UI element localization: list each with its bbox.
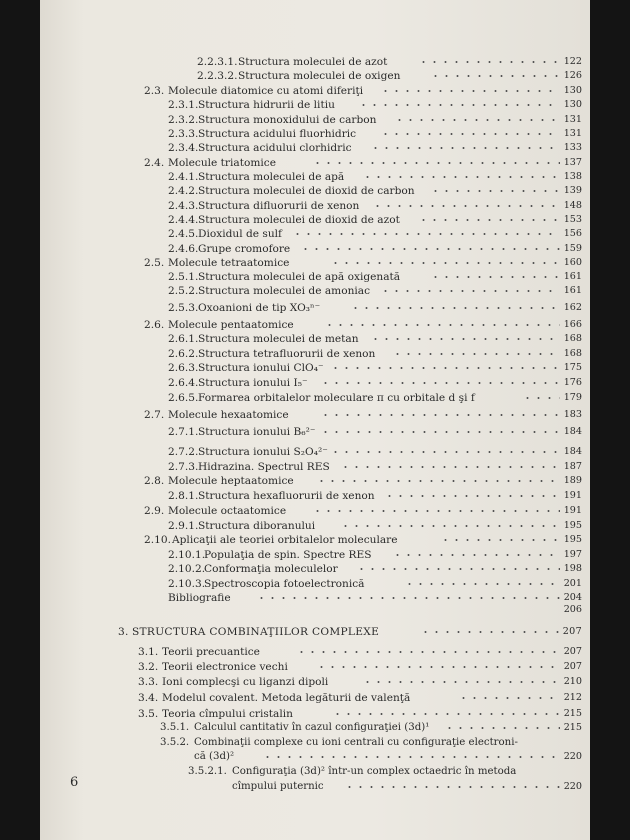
entry-title: Structura moleculei de apă (198, 171, 345, 183)
entry-page: 189 (563, 475, 582, 486)
entry-title: Teorii precuantice (162, 646, 260, 658)
dot-leader (350, 307, 560, 309)
entry-title: Structura hidrurii de litiu (198, 99, 335, 111)
dot-leader (362, 681, 560, 683)
dot-leader (444, 727, 560, 729)
entry-title: Molecule pentaatomice (168, 319, 294, 331)
entry-page: 210 (563, 676, 582, 687)
entry-title: Bibliografie (168, 592, 231, 604)
entry-page: 162 (563, 302, 582, 313)
dot-leader (420, 631, 560, 633)
dot-leader (372, 205, 560, 207)
entry-title: Structura moleculei de amoniac (198, 285, 371, 297)
entry-title: Molecule tetraatomice (168, 257, 290, 269)
entry-number: 3.5.2.1. (188, 766, 227, 777)
entry-page: 207 (562, 626, 582, 637)
entry-page: 130 (563, 85, 582, 96)
dot-leader (384, 495, 560, 497)
entry-number: 2.3.2. (168, 114, 199, 126)
entry-number: 2.10.2. (168, 563, 206, 575)
entry-page: 201 (563, 578, 582, 589)
dot-leader (430, 190, 560, 192)
entry-page: 176 (563, 377, 582, 388)
entry-page: 139 (563, 185, 582, 196)
entry-page: 159 (563, 243, 582, 254)
entry-number: 2.6.1. (168, 333, 199, 345)
entry-page: 220 (563, 781, 582, 792)
entry-title: Hidrazina. Spectrul RES (198, 461, 330, 473)
dot-leader (418, 61, 560, 63)
entry-page: 195 (563, 520, 582, 531)
entry-title: Structura monoxidului de carbon (198, 114, 377, 126)
entry-page: 168 (563, 348, 582, 359)
dot-leader (392, 353, 560, 355)
entry-page: 207 (563, 646, 582, 657)
dot-leader (262, 756, 560, 758)
entry-page: 187 (563, 461, 582, 472)
dot-leader (292, 233, 560, 235)
entry-title: Structura hexafluorurii de xenon (198, 490, 375, 502)
entry-page: 195 (563, 534, 582, 545)
entry-number: 2.10.1. (168, 549, 206, 561)
entry-number: 2.5.2. (168, 285, 199, 297)
entry-number: 2.4.5. (168, 228, 199, 240)
entry-number: 2.9. (144, 505, 165, 517)
entry-number: 2.6.3. (168, 362, 199, 374)
entry-number: 3.5. (138, 708, 159, 720)
entry-number: 2.8.1. (168, 490, 199, 502)
entry-title: Structura tetrafluorurii de xenon (198, 348, 376, 360)
entry-number: 2.3. (144, 85, 165, 97)
entry-page: 131 (563, 128, 582, 139)
entry-title: Teorii electronice vechi (162, 661, 288, 673)
entry-title: Structura difluorurii de xenon (198, 200, 360, 212)
entry-page: 184 (563, 426, 582, 437)
entry-number: 2.4.6. (168, 243, 199, 255)
entry-title: Molecule diatomice cu atomi diferiţi (168, 85, 364, 97)
entry-title: Oxoanioni de tip XO₃ⁿ⁻ (198, 302, 321, 314)
entry-page: 122 (563, 56, 582, 67)
dot-leader (440, 539, 560, 541)
dot-leader (356, 568, 560, 570)
entry-number: 2.10. (144, 534, 171, 546)
entry-page: 130 (563, 99, 582, 110)
entry-title: Structura acidului clorhidric (198, 142, 352, 154)
dot-leader (344, 786, 560, 788)
entry-title: Teoria cîmpului cristalin (162, 708, 293, 720)
dot-leader (358, 104, 560, 106)
entry-page: 133 (563, 142, 582, 153)
entry-title: Structura ionului ClO₄⁻ (198, 362, 324, 374)
dot-leader (340, 466, 560, 468)
entry-page: 184 (563, 446, 582, 457)
dot-leader (370, 147, 560, 149)
entry-number: 2.3.4. (168, 142, 199, 154)
dot-leader (330, 451, 560, 453)
dot-leader (394, 119, 560, 121)
entry-title: Formarea orbitalelor moleculare π cu orbitale d şi f (198, 392, 475, 404)
entry-title: cîmpului puternic (232, 781, 324, 792)
entry-title: că (3d)² (194, 751, 235, 762)
entry-number: 2.3.1. (168, 99, 199, 111)
entry-page: 166 (563, 319, 582, 330)
entry-title: Structura acidului fluorhidric (198, 128, 357, 140)
dot-leader (316, 480, 560, 482)
entry-page: 148 (563, 200, 582, 211)
entry-title: Structura ionului S₂O₄²⁻ (198, 446, 328, 458)
entry-page: 161 (563, 271, 582, 282)
dot-leader (316, 666, 560, 668)
entry-number: 2.10.3. (168, 578, 206, 590)
entry-number: 3.2. (138, 661, 159, 673)
entry-title: Combinaţii complexe cu ioni centrali cu configuraţie electroni- (194, 737, 518, 748)
entry-page: 197 (563, 549, 582, 560)
entry-number: 2.8. (144, 475, 165, 487)
dot-leader (522, 397, 560, 399)
dot-leader (330, 367, 560, 369)
entry-number: 2.5. (144, 257, 165, 269)
entry-number: 3.5.1. (160, 722, 190, 733)
entry-page: 183 (563, 409, 582, 420)
entry-page: 161 (563, 285, 582, 296)
dot-leader (362, 176, 560, 178)
dot-leader (320, 431, 560, 433)
entry-number: 2.4. (144, 157, 165, 169)
entry-title: Configuraţia (3d)² într-un complex octaedric în metoda (232, 766, 517, 777)
entry-title: Calculul cantitativ în cazul configuraţiei (3d)¹ (194, 722, 430, 733)
entry-page: 212 (563, 692, 582, 703)
entry-title: Spectroscopia fotoelectronică (204, 578, 365, 590)
entry-page: 204 (563, 592, 582, 603)
entry-title: Grupe cromofore (198, 243, 291, 255)
entry-title: Structura ionului B₆²⁻ (198, 426, 316, 438)
entry-title: Molecule hexaatomice (168, 409, 289, 421)
entry-number: 2.7. (144, 409, 165, 421)
entry-title: Molecule octaatomice (168, 505, 287, 517)
entry-number: 2.4.1. (168, 171, 199, 183)
dot-leader (458, 697, 560, 699)
dot-leader (312, 510, 560, 512)
entry-title: Structura moleculei de oxigen (238, 70, 401, 82)
entry-page: 138 (563, 171, 582, 182)
entry-number: 3.5.2. (160, 737, 190, 748)
entry-title: Dioxidul de sulf (198, 228, 282, 240)
entry-number: 2.4.3. (168, 200, 199, 212)
entry-title: Populaţia de spin. Spectre RES (204, 549, 372, 561)
dot-leader (430, 276, 560, 278)
entry-number: 2.7.1. (168, 426, 199, 438)
entry-title: STRUCTURA COMBINAŢIILOR COMPLEXE (132, 626, 380, 638)
entry-title: Molecule heptaatomice (168, 475, 294, 487)
entry-number: 3.1. (138, 646, 159, 658)
entry-title: Conformaţia moleculelor (204, 563, 338, 575)
entry-page: 207 (563, 661, 582, 672)
entry-title: Structura moleculei de dioxid de azot (198, 214, 400, 226)
entry-number: 2.6. (144, 319, 165, 331)
entry-number: 2.3.3. (168, 128, 199, 140)
entry-number: 2.5.3. (168, 302, 199, 314)
entry-page: 168 (563, 333, 582, 344)
dot-leader (380, 90, 560, 92)
entry-page: 153 (563, 214, 582, 225)
entry-page: 156 (563, 228, 582, 239)
entry-page: 206 (563, 604, 582, 615)
entry-page: 131 (563, 114, 582, 125)
entry-title: Structura ionului I₅⁻ (198, 377, 308, 389)
entry-page: 215 (563, 722, 582, 733)
entry-title: Structura diboranului (198, 520, 316, 532)
dot-leader (332, 713, 560, 715)
entry-number: 2.6.4. (168, 377, 199, 389)
entry-title: Aplicaţii ale teoriei orbitalelor moleculare (172, 534, 398, 546)
dot-leader (430, 75, 560, 77)
page-number: 6 (70, 775, 79, 790)
dot-leader (300, 248, 560, 250)
entry-number: 2.4.2. (168, 185, 199, 197)
entry-page: 215 (563, 708, 582, 719)
entry-page: 179 (563, 392, 582, 403)
entry-page: 175 (563, 362, 582, 373)
entry-number: 3.4. (138, 692, 159, 704)
entry-number: 2.6.5. (168, 392, 199, 404)
entry-number: 3.3. (138, 676, 159, 688)
entry-title: Ioni complecşi cu liganzi dipoli (162, 676, 329, 688)
entry-page: 137 (563, 157, 582, 168)
entry-page: 126 (563, 70, 582, 81)
entry-title: Structura moleculei de azot (238, 56, 388, 68)
entry-number: 2.7.3. (168, 461, 199, 473)
entry-title: Structura moleculei de dioxid de carbon (198, 185, 415, 197)
entry-number: 2.2.3.1. (197, 56, 238, 68)
dot-leader (324, 324, 560, 326)
dot-leader (380, 133, 560, 135)
dot-leader (312, 162, 560, 164)
entry-number: 2.9.1. (168, 520, 199, 532)
dot-leader (256, 597, 560, 599)
entry-page: 160 (563, 257, 582, 268)
entry-number: 2.4.4. (168, 214, 199, 226)
dot-leader (392, 554, 560, 556)
dot-leader (320, 414, 560, 416)
entry-number: 3. (118, 626, 129, 638)
entry-page: 220 (563, 751, 582, 762)
entry-title: Structura moleculei de apă oxigenată (198, 271, 401, 283)
entry-number: 2.6.2. (168, 348, 199, 360)
dot-leader (340, 525, 560, 527)
entry-page: 191 (563, 505, 582, 516)
entry-number: 2.7.2. (168, 446, 199, 458)
dot-leader (296, 651, 560, 653)
entry-number: 2.5.1. (168, 271, 199, 283)
entry-page: 198 (563, 563, 582, 574)
entry-title: Molecule triatomice (168, 157, 276, 169)
dot-leader (320, 382, 560, 384)
entry-number: 2.2.3.2. (197, 70, 238, 82)
dot-leader (418, 219, 560, 221)
dot-leader (370, 338, 560, 340)
dot-leader (330, 262, 560, 264)
dot-leader (380, 290, 560, 292)
entry-page: 191 (563, 490, 582, 501)
dot-leader (404, 583, 560, 585)
entry-title: Modelul covalent. Metoda legăturii de valenţă (162, 692, 411, 704)
entry-title: Structura moleculei de metan (198, 333, 359, 345)
